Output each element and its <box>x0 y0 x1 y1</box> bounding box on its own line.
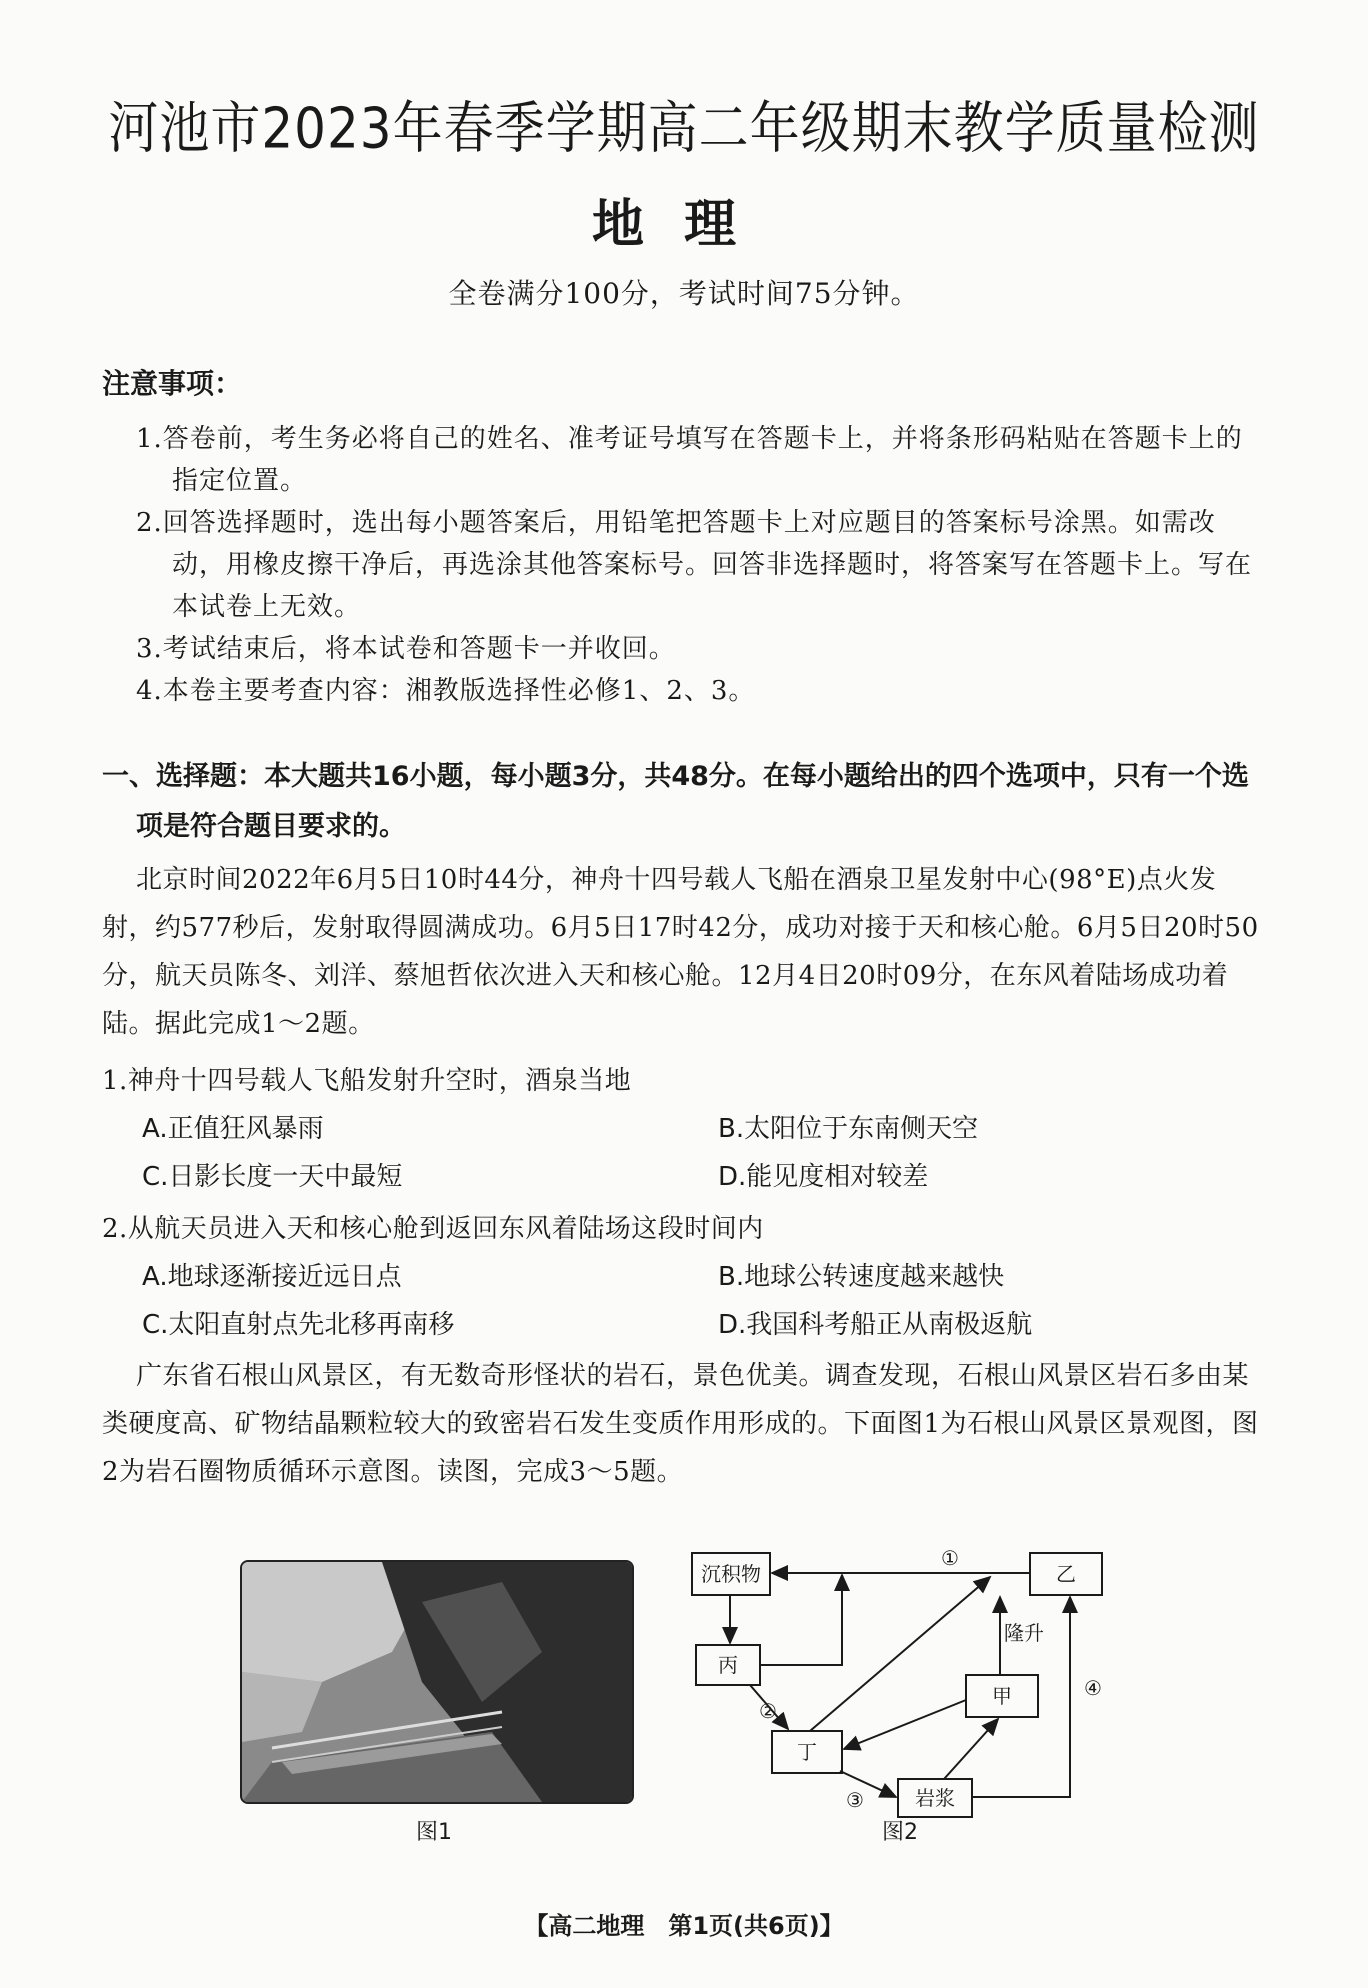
label-bing: 丙 <box>718 1655 738 1677</box>
q2-option-c: C.太阳直射点先北移再南移 <box>142 1310 455 1340</box>
notes-heading: 注意事项： <box>102 367 243 400</box>
figure-1-caption: 图1 <box>416 1820 452 1845</box>
score-line: 全卷满分100分，考试时间75分钟。 <box>448 277 920 310</box>
cliff-walkway-image <box>242 1562 632 1802</box>
q2-option-a: A.地球逐渐接近远日点 <box>142 1262 402 1292</box>
label-sediment: 沉积物 <box>701 1564 761 1586</box>
section-heading <box>102 752 1262 852</box>
subject-title: 地理 <box>591 195 776 255</box>
section-heading-line1: 一、选择题：本大题共16小题，每小题3分，共48分。在每小题给出的四个选项中，只有一个选 <box>102 761 1249 792</box>
section-heading-line2: 项是符合题目要求的。 <box>136 811 406 842</box>
q2-option-d: D.我国科考船正从南极返航 <box>718 1310 1033 1340</box>
label-magma: 岩浆 <box>915 1788 955 1810</box>
notes-block <box>102 362 1262 712</box>
passage-rock-scenery: 广东省石根山风景区，有无数奇形怪状的岩石，景色优美。调查发现，石根山风景区岩石多由某类硬度高、矿物结晶颗粒较大的致密岩石发生变质作用形成的。下面图1为石根山风景区景观图，图2为岩石圈物质循环示意图。读图，完成3～5题。 <box>102 1361 1259 1487</box>
label-n2: ② <box>759 1701 777 1723</box>
rock-cycle-svg <box>680 1535 1120 1825</box>
landscape-photo <box>240 1560 634 1804</box>
q1-option-b: B.太阳位于东南侧天空 <box>718 1114 979 1144</box>
label-ding: 丁 <box>797 1742 817 1764</box>
label-jia: 甲 <box>992 1686 1012 1708</box>
passage-space-launch: 北京时间2022年6月5日10时44分，神舟十四号载人飞船在酒泉卫星发射中心(98°E)点火发射，约577秒后，发射取得圆满成功。6月5日17时42分，成功对接于天和核心舱。6月5日20时50分，航天员陈冬、刘洋、蔡旭哲依次进入天和核心舱。12月4日20时09分，在东风着陆场成功着陆。据此完成1～2题。 <box>102 865 1259 1039</box>
note-item: 3.考试结束后，将本试卷和答题卡一并收回。 <box>136 634 676 664</box>
question-1-stem: 1.神舟十四号载人飞船发射升空时，酒泉当地 <box>102 1066 632 1096</box>
q1-option-a: A.正值狂风暴雨 <box>142 1114 324 1144</box>
label-uplift: 隆升 <box>1004 1623 1044 1645</box>
label-n4: ④ <box>1084 1678 1102 1700</box>
note-item: 1.答卷前，考生务必将自己的姓名、准考证号填写在答题卡上，并将条形码粘贴在答题卡上的指定位置。 <box>136 424 1243 496</box>
page-footer: 【高二地理 第1页(共6页)】 <box>524 1912 844 1940</box>
q1-option-c: C.日影长度一天中最短 <box>142 1162 403 1192</box>
label-n1: ① <box>941 1548 959 1570</box>
q1-option-d: D.能见度相对较差 <box>718 1162 929 1192</box>
rock-cycle-diagram <box>680 1535 1120 1825</box>
note-item: 2.回答选择题时，选出每小题答案后，用铅笔把答题卡上对应题目的答案标号涂黑。如需改动，用橡皮擦干净后，再选涂其他答案标号。回答非选择题时，将答案写在答题卡上。写在本试卷上无效。 <box>136 508 1253 622</box>
exam-title: 河池市2023年春季学期高二年级期末教学质量检测 <box>108 96 1260 161</box>
label-yi: 乙 <box>1056 1564 1076 1586</box>
q2-option-b: B.地球公转速度越来越快 <box>718 1262 1005 1292</box>
question-2-stem: 2.从航天员进入天和核心舱到返回东风着陆场这段时间内 <box>102 1214 764 1244</box>
label-n3: ③ <box>846 1790 864 1812</box>
note-item: 4.本卷主要考查内容：湘教版选择性必修1、2、3。 <box>136 676 756 706</box>
figure-2-caption: 图2 <box>882 1820 918 1845</box>
